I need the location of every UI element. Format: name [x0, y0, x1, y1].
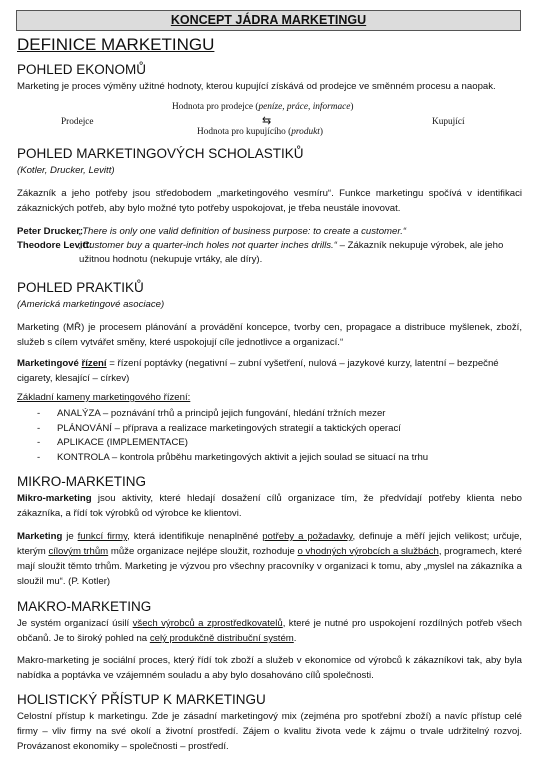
heading-mikro: MIKRO-MARKETING: [17, 474, 147, 489]
quote-drucker-text: „There is only one valid definition of business purpose: to create a customer.“: [79, 226, 407, 237]
text-makro-1: Je systém organizací úsilí všech výrobců a zprostředkovatelů, které je nutné pro uspokojení rozdílných potřeb všech občanů. Je to široký pohled na celý produkčně distribuční systém.: [17, 618, 522, 644]
heading-ekonomu: POHLED EKONOMŮ: [17, 62, 147, 77]
list-item: - APLIKACE (IMPLEMENTACE): [17, 436, 428, 451]
heading-makro: MAKRO-MARKETING: [17, 599, 152, 614]
kameny-title: Základní kameny marketingového řízení:: [17, 392, 191, 403]
diagram-value-buyer: Hodnota pro kupujícího (produkt): [197, 127, 323, 137]
kameny-list: [17, 407, 428, 465]
text-holisticky: Celostní přístup k marketingu. Zde je zásadní marketingový mix (zejména pro spotřební zboží) a navíc přístup celé firmy – vliv firmy na své okolí a životní prostředí. Zájem o kvalitu života vede k zájmu o trvale udržitelný rozvoj. Provázanost ekonomiky – společnosti – prostředí.: [17, 711, 522, 752]
diagram-buyer-label: Kupující: [432, 117, 465, 127]
exchange-arrows-icon: ⇆: [262, 115, 272, 127]
heading-holisticky: HOLISTICKÝ PŘÍSTUP K MARKETINGU: [17, 692, 266, 707]
quote-drucker-label: Peter Drucker:: [17, 226, 84, 237]
text-marketingove-rizeni: Marketingové řízení = řízení poptávky (negativní – zubní vyšetření, nulová – jazykové kurzy, latentní – bezpečné cigarety, klesající – církev): [17, 358, 499, 384]
quote-levitt-text: „Customer buy a quarter-inch holes not quarter inches drills.“ – Zákazník nekupuje výrobek, ale jeho užitnou hodnotu (nekupuje vrtáky, ale díry).: [79, 240, 504, 265]
praktiku-source: (Americká marketingové asociace): [17, 299, 165, 310]
document-title: KONCEPT JÁDRA MARKETINGU: [170, 13, 367, 27]
quote-levitt-label: Theodore Levitt:: [17, 240, 93, 251]
text-ekonomu: Marketing je proces výměny užitné hodnoty, kterou kupující získává od prodejce ve směnném procesu a naopak.: [17, 81, 496, 92]
document-title-bar: [16, 10, 521, 31]
heading-praktiku: POHLED PRAKTIKŮ: [17, 280, 144, 295]
list-item: - ANALÝZA – poznávání trhů a principů jejich fungování, hledání tržních mezer: [17, 407, 428, 422]
heading-scholastiku: POHLED MARKETINGOVÝCH SCHOLASTIKŮ: [17, 146, 304, 161]
text-scholastiku: Zákazník a jeho potřeby jsou středobodem „marketingového vesmíru“. Funkce marketingu spočívá v identifikaci zákaznických potřeb, aby bylo možné tyto potřeby uspokojovat, je třeba neustále inovovat.: [17, 188, 522, 214]
text-makro-2: Makro-marketing je sociální proces, který řídí tok zboží a služeb v ekonomice od výrobců k zákazníkovi tak, aby byla nabídka a poptávka ve vzájemném souladu a aby bylo dosahováno cílů společnosti.: [17, 655, 522, 681]
text-praktiku: Marketing (MŘ) je procesem plánování a provádění koncepce, tvorby cen, propagace a distribuce myšlenek, zboží, služeb s cílem vytvářet směny, které uspokojují cíle jednotlivce a organizací.“: [17, 322, 522, 348]
text-mikro-1: Mikro-marketing jsou aktivity, které hledají dosažení cílů organizace tím, že předvídají potřeby klienta nebo zákazníka, a řídí tok výrobků od výrobce ke klientovi.: [17, 493, 522, 519]
diagram-seller-label: Prodejce: [61, 117, 94, 127]
diagram-value-seller: Hodnota pro prodejce (peníze, práce, informace): [172, 102, 354, 112]
list-item: - KONTROLA – kontrola průběhu marketingových aktivit a jejich soulad se situací na trhu: [17, 451, 428, 466]
text-mikro-2: Marketing je funkcí firmy, která identifikuje nenaplněné potřeby a požadavky, definuje a měří jejich velikost; určuje, kterým cílovým trhům může organizace nejlépe sloužit, rozhoduje o vhodných výrobcích a službách, programech, které mají sloužit těmto trhům. Marketing je výzvou pro všechny pracovníky v organizaci k tomu, aby „myslel na zákazníka a sloužil mu“. (P. Kotler): [17, 531, 523, 587]
list-item: - PLÁNOVÁNÍ – příprava a realizace marketingových strategií a taktických operací: [17, 422, 428, 437]
scholastiku-authors: (Kotler, Drucker, Levitt): [17, 165, 115, 176]
section-title-definice: DEFINICE MARKETINGU: [17, 35, 215, 54]
